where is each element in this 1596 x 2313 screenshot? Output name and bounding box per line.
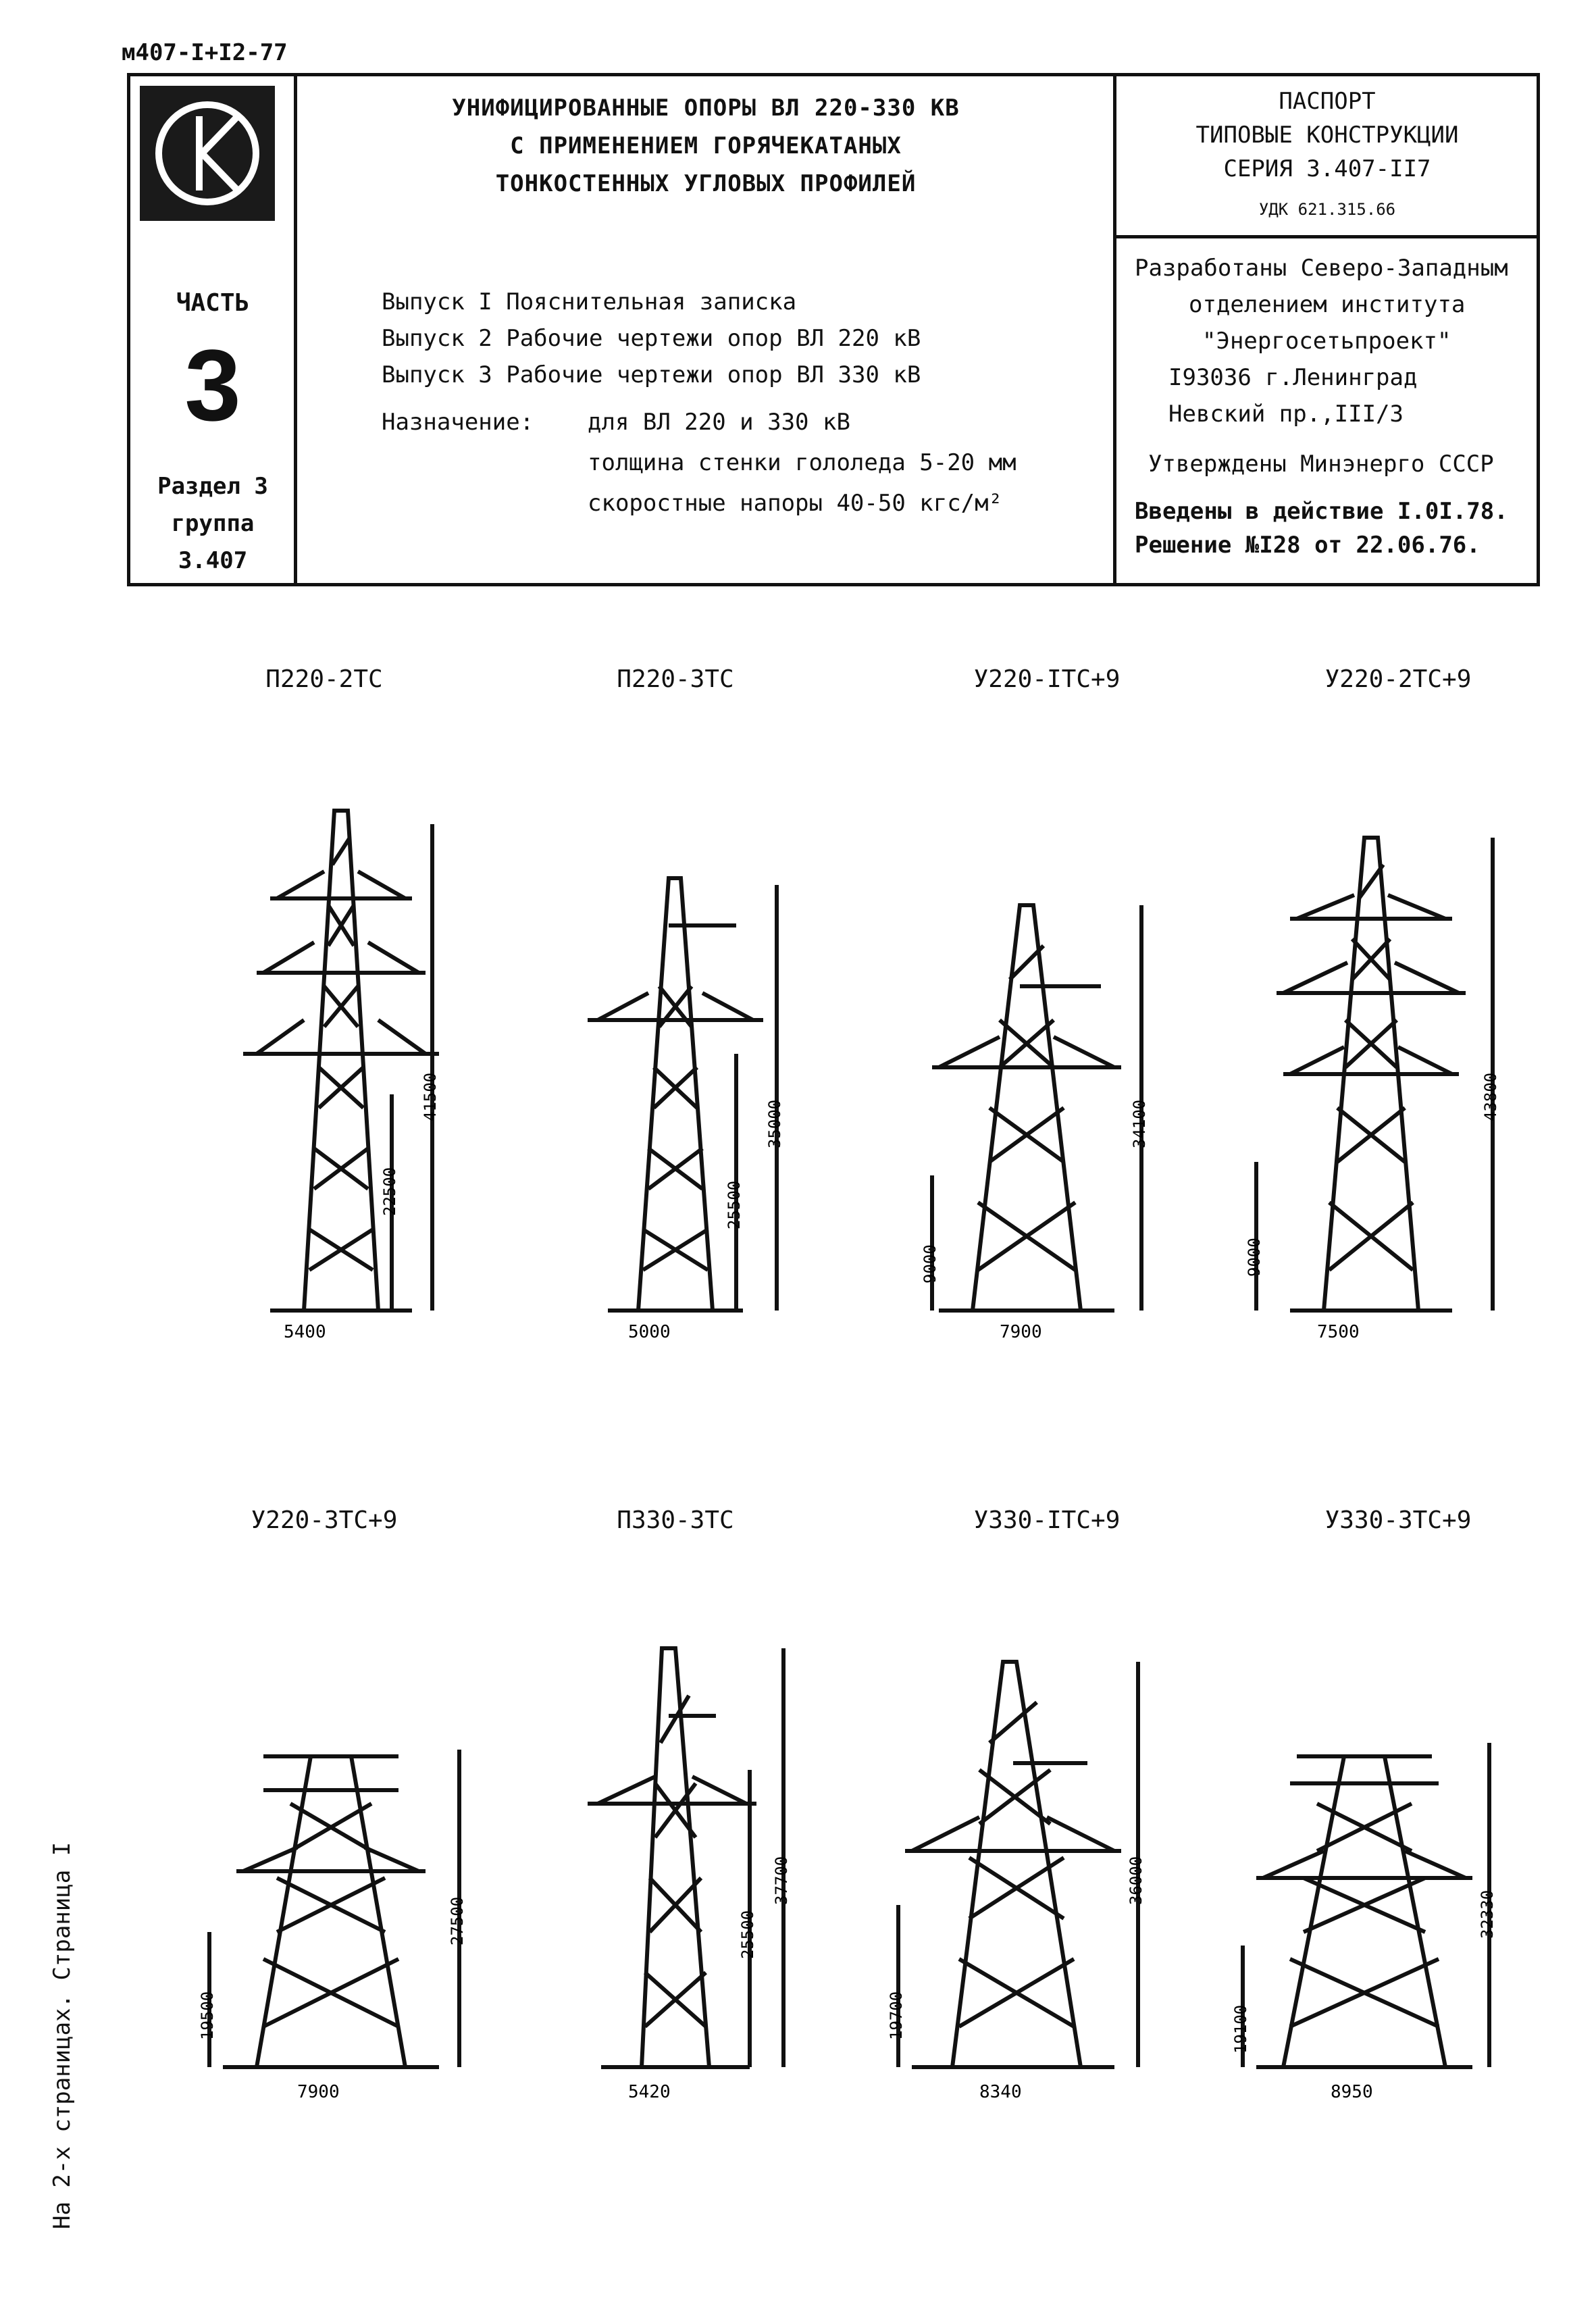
passport-series: СЕРИЯ 3.407-II7 [1223,155,1431,182]
group-code: 3.407 [178,547,248,574]
tower-8-height: 32330 [1478,1889,1497,1939]
tower-7-height: 36000 [1127,1856,1145,1905]
tower-label-1: П220-2ТС [265,665,383,693]
tower-3-height: 34100 [1130,1099,1149,1148]
tower-drawing-3 [898,892,1168,1351]
tower-drawing-4 [1236,824,1520,1351]
issue-1: Выпуск I Пояснительная записка [382,288,797,315]
tower-5-lower: 19500 [198,1991,217,2040]
developer-line-4: I93036 г.Ленинград [1168,364,1418,391]
tower-drawing-7 [885,1648,1168,2108]
tower-1-height: 41500 [421,1072,440,1121]
tower-1-lower: 22500 [380,1167,399,1216]
tower-label-5: У220-3ТС+9 [251,1506,398,1534]
purpose-label: Назначение: [382,409,534,436]
tower-label-7: У330-IТС+9 [973,1506,1121,1534]
tower-label-6: П330-3ТС [617,1506,734,1534]
effective-date: Введены в действие I.0I.78. [1135,498,1508,525]
issue-3: Выпуск 3 Рабочие чертежи опор ВЛ 330 кВ [382,361,921,388]
tower-8-lower: 19100 [1231,2004,1250,2054]
tower-2-height: 35000 [765,1099,784,1148]
group-label: группа [171,510,255,537]
title-line-2: С ПРИМЕНЕНИЕМ ГОРЯЧЕКАТАНЫХ [510,132,902,159]
page-side-note: На 2-х страницах. Страница I [49,1841,76,2229]
decision-ref: Решение №I28 от 22.06.76. [1135,532,1481,559]
tower-6-base: 5420 [628,2082,671,2102]
tower-3-base: 7900 [1000,1322,1042,1342]
issue-2: Выпуск 2 Рабочие чертежи опор ВЛ 220 кВ [382,325,921,352]
ck-logo-icon [140,86,275,221]
tower-6-height: 37700 [772,1856,791,1905]
right-row-divider [1113,235,1540,238]
part-label: ЧАСТЬ [176,289,250,317]
section-label: Раздел 3 [157,473,268,500]
purpose-line-3: скоростные напоры 40-50 кгс/м² [588,490,1003,517]
tower-5-base: 7900 [297,2082,340,2102]
title-line-1: УНИФИЦИРОВАННЫЕ ОПОРЫ ВЛ 220-330 КВ [452,95,960,122]
passport-heading: ПАСПОРТ [1279,88,1376,115]
tower-5-height: 27500 [448,1896,467,1946]
tower-drawing-8 [1229,1729,1513,2108]
passport-line-2: ТИПОВЫЕ КОНСТРУКЦИИ [1195,122,1459,149]
udk-code: УДК 621.315.66 [1258,200,1396,219]
right-column-divider [1113,73,1116,586]
developer-line-3: "Энергосетьпроект" [1202,328,1451,355]
purpose-line-1: для ВЛ 220 и 330 кВ [588,409,850,436]
tower-6-lower: 25500 [738,1910,757,1959]
tower-4-base: 7500 [1317,1322,1360,1342]
tower-drawing-2 [561,865,804,1351]
part-number: 3 [184,328,241,442]
developer-line-5: Невский пр.,III/3 [1168,401,1404,428]
purpose-line-2: толщина стенки гололеда 5-20 мм [588,449,1016,476]
tower-7-lower: 19700 [887,1991,906,2040]
tower-4-lower: 9000 [1245,1238,1264,1277]
tower-3-lower: 9000 [921,1244,939,1283]
document-code: м407-I+I2-77 [122,39,288,66]
tower-7-base: 8340 [979,2082,1022,2102]
tower-1-base: 5400 [284,1322,326,1342]
tower-4-height: 43800 [1481,1072,1500,1121]
tower-label-8: У330-3ТС+9 [1324,1506,1472,1534]
tower-drawing-5 [196,1729,480,2108]
tower-drawing-6 [561,1635,817,2108]
tower-2-base: 5000 [628,1322,671,1342]
tower-label-2: П220-3ТС [617,665,734,693]
tower-8-base: 8950 [1331,2082,1373,2102]
tower-label-4: У220-2ТС+9 [1324,665,1472,693]
approved-by: Утверждены Минэнерго СССР [1148,451,1494,478]
tower-drawing-1 [203,797,486,1351]
tower-label-3: У220-IТС+9 [973,665,1121,693]
developer-line-1: Разработаны Северо-Западным [1135,255,1508,282]
tower-2-lower: 25500 [725,1180,744,1229]
developer-line-2: отделением института [1189,291,1466,318]
title-line-3: ТОНКОСТЕННЫХ УГЛОВЫХ ПРОФИЛЕЙ [495,170,917,197]
